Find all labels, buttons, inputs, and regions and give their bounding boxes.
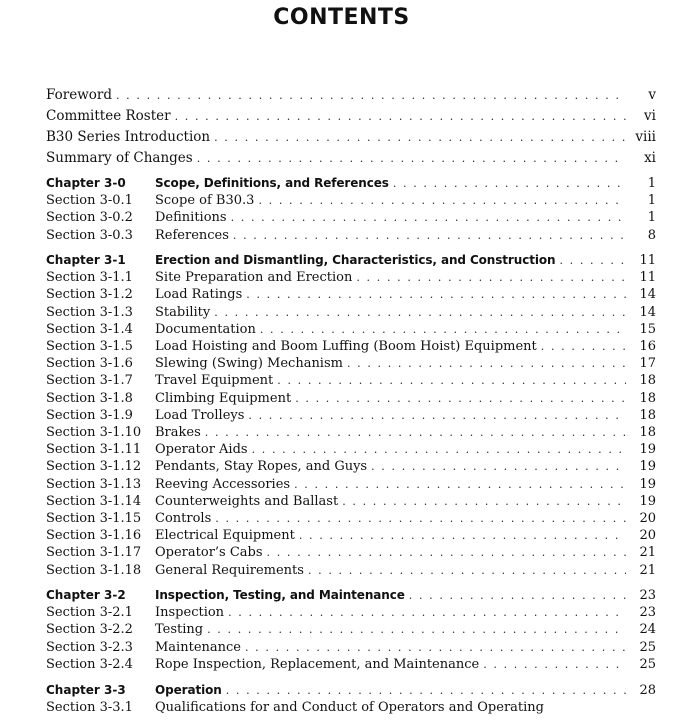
section-entry[interactable] bbox=[46, 621, 656, 638]
entry-title: Operator Aids bbox=[155, 442, 248, 457]
section-entry[interactable] bbox=[46, 699, 656, 716]
entry-title: Slewing (Swing) Mechanism bbox=[155, 356, 343, 371]
section-number: Section 3-2.4 bbox=[46, 657, 133, 672]
dot-leader bbox=[116, 86, 626, 106]
chapter-entry[interactable] bbox=[46, 175, 656, 192]
entry-title: Stability bbox=[155, 305, 211, 320]
section-entry[interactable] bbox=[46, 441, 656, 458]
entry-title: Site Preparation and Erection bbox=[155, 270, 353, 285]
dot-leader bbox=[258, 192, 626, 209]
section-number: Section 3-1.12 bbox=[46, 459, 142, 474]
section-number: Section 3-1.6 bbox=[46, 356, 133, 371]
page-number: 19 bbox=[639, 494, 656, 509]
dot-leader bbox=[207, 621, 626, 638]
entry-title: Foreword bbox=[46, 87, 112, 103]
page-number: 21 bbox=[639, 563, 656, 578]
entry-title: Reeving Accessories bbox=[155, 477, 291, 492]
dot-leader bbox=[393, 175, 626, 192]
page-number: 25 bbox=[639, 657, 656, 672]
section-number: Section 3-1.9 bbox=[46, 408, 133, 423]
front-matter-entry[interactable] bbox=[46, 106, 656, 126]
entry-title: Brakes bbox=[155, 425, 201, 440]
section-entry[interactable] bbox=[46, 656, 656, 673]
dot-leader bbox=[214, 128, 626, 148]
dot-leader bbox=[347, 355, 626, 372]
entry-title: Qualifications for and Conduct of Operators and Operating bbox=[155, 700, 544, 715]
page-number: 28 bbox=[639, 683, 656, 698]
page-number: 1 bbox=[647, 176, 656, 191]
page-number: 25 bbox=[639, 640, 656, 655]
front-matter-entry[interactable] bbox=[46, 148, 656, 168]
dot-leader bbox=[252, 441, 626, 458]
page-number: 14 bbox=[639, 287, 656, 302]
dot-leader bbox=[371, 458, 626, 475]
section-number: Section 3-1.10 bbox=[46, 425, 142, 440]
entry-title: Committee Roster bbox=[46, 108, 171, 124]
chapter-number: Chapter 3-0 bbox=[46, 176, 126, 190]
chapter-entry[interactable] bbox=[46, 252, 656, 269]
entry-title: Definitions bbox=[155, 210, 227, 225]
entry-title: Documentation bbox=[155, 322, 256, 337]
chapter-number: Chapter 3-2 bbox=[46, 588, 126, 602]
section-number: Section 3-1.13 bbox=[46, 477, 142, 492]
dot-leader bbox=[246, 286, 626, 303]
dot-leader bbox=[295, 390, 626, 407]
dot-leader bbox=[233, 227, 626, 244]
entry-title: Summary of Changes bbox=[46, 150, 193, 166]
page-number: 24 bbox=[639, 622, 656, 637]
section-number: Section 3-1.7 bbox=[46, 373, 133, 388]
dot-leader bbox=[541, 338, 626, 355]
dot-leader bbox=[228, 604, 626, 621]
section-entry[interactable] bbox=[46, 355, 656, 372]
entry-title: Counterweights and Ballast bbox=[155, 494, 339, 509]
dot-leader bbox=[197, 149, 626, 169]
entry-title: Load Trolleys bbox=[155, 408, 245, 423]
page-number: 20 bbox=[639, 511, 656, 526]
section-entry[interactable] bbox=[46, 209, 656, 226]
page-number: xi bbox=[644, 150, 656, 166]
section-number: Section 3-1.16 bbox=[46, 528, 142, 543]
section-entry[interactable] bbox=[46, 493, 656, 510]
section-number: Section 3-1.17 bbox=[46, 545, 142, 560]
page-number: 23 bbox=[639, 605, 656, 620]
entry-title: Controls bbox=[155, 511, 212, 526]
dot-leader bbox=[294, 476, 626, 493]
section-number: Section 3-1.18 bbox=[46, 563, 142, 578]
entry-title: Load Ratings bbox=[155, 287, 243, 302]
dot-leader bbox=[231, 209, 626, 226]
page-number: 19 bbox=[639, 442, 656, 457]
entry-title: Travel Equipment bbox=[155, 373, 274, 388]
section-entry[interactable] bbox=[46, 510, 656, 527]
section-number: Section 3-1.5 bbox=[46, 339, 133, 354]
section-number: Section 3-0.1 bbox=[46, 193, 133, 208]
section-entry[interactable] bbox=[46, 527, 656, 544]
section-entry[interactable] bbox=[46, 562, 656, 579]
section-entry[interactable] bbox=[46, 192, 656, 209]
dot-leader bbox=[248, 407, 626, 424]
page-title: CONTENTS bbox=[273, 5, 410, 30]
entry-title: Operator’s Cabs bbox=[155, 545, 263, 560]
page-number: 1 bbox=[647, 193, 656, 208]
section-number: Section 3-2.2 bbox=[46, 622, 133, 637]
page-number: 19 bbox=[639, 459, 656, 474]
dot-leader bbox=[409, 587, 626, 604]
section-number: Section 3-1.4 bbox=[46, 322, 133, 337]
section-entry[interactable] bbox=[46, 476, 656, 493]
section-number: Section 3-2.3 bbox=[46, 640, 133, 655]
section-number: Section 3-3.1 bbox=[46, 700, 133, 715]
dot-leader bbox=[342, 493, 626, 510]
page-number: 17 bbox=[639, 356, 656, 371]
entry-title: General Requirements bbox=[155, 563, 304, 578]
page-number: 16 bbox=[639, 339, 656, 354]
section-entry[interactable] bbox=[46, 304, 656, 321]
entry-title: Operation bbox=[155, 683, 222, 697]
page-number: 18 bbox=[639, 373, 656, 388]
page-number: 18 bbox=[639, 425, 656, 440]
page-number: 19 bbox=[639, 477, 656, 492]
section-number: Section 3-1.14 bbox=[46, 494, 142, 509]
dot-leader bbox=[483, 656, 626, 673]
entry-title: B30 Series Introduction bbox=[46, 129, 211, 145]
section-entry[interactable] bbox=[46, 321, 656, 338]
entry-title: Scope of B30.3 bbox=[155, 193, 255, 208]
chapter-number: Chapter 3-3 bbox=[46, 683, 126, 697]
section-number: Section 3-1.11 bbox=[46, 442, 142, 457]
page-number: 14 bbox=[639, 305, 656, 320]
dot-leader bbox=[559, 252, 626, 269]
page-number: 8 bbox=[647, 228, 656, 243]
entry-title: Erection and Dismantling, Characteristics, and Construction bbox=[155, 253, 556, 267]
section-entry[interactable] bbox=[46, 458, 656, 475]
page-number: 1 bbox=[647, 210, 656, 225]
entry-title: Inspection, Testing, and Maintenance bbox=[155, 588, 405, 602]
chapter-entry[interactable] bbox=[46, 682, 656, 699]
chapter-entry[interactable] bbox=[46, 587, 656, 604]
page-number: 20 bbox=[639, 528, 656, 543]
dot-leader bbox=[205, 424, 626, 441]
entry-title: Load Hoisting and Boom Luffing (Boom Hoist) Equipment bbox=[155, 339, 537, 354]
entry-title: Rope Inspection, Replacement, and Maintenance bbox=[155, 657, 480, 672]
section-number: Section 3-1.3 bbox=[46, 305, 133, 320]
page-number: 18 bbox=[639, 408, 656, 423]
entry-title: Scope, Definitions, and References bbox=[155, 176, 389, 190]
section-number: Section 3-2.1 bbox=[46, 605, 133, 620]
page-number: vi bbox=[644, 108, 656, 124]
dot-leader bbox=[226, 682, 626, 699]
entry-title: Testing bbox=[155, 622, 204, 637]
dot-leader bbox=[215, 510, 626, 527]
front-matter-entry[interactable] bbox=[46, 85, 656, 105]
section-number: Section 3-1.15 bbox=[46, 511, 142, 526]
section-entry[interactable] bbox=[46, 604, 656, 621]
section-number: Section 3-0.3 bbox=[46, 228, 133, 243]
section-entry[interactable] bbox=[46, 639, 656, 656]
section-entry[interactable] bbox=[46, 390, 656, 407]
page-number: 11 bbox=[639, 253, 656, 268]
section-number: Section 3-1.1 bbox=[46, 270, 133, 285]
dot-leader bbox=[214, 304, 626, 321]
section-entry[interactable] bbox=[46, 269, 656, 286]
entry-title: Climbing Equipment bbox=[155, 391, 292, 406]
page-number: 15 bbox=[639, 322, 656, 337]
section-entry[interactable] bbox=[46, 424, 656, 441]
page-number: 23 bbox=[639, 588, 656, 603]
entry-title: Electrical Equipment bbox=[155, 528, 295, 543]
page-number: viii bbox=[635, 129, 656, 145]
section-entry[interactable] bbox=[46, 286, 656, 303]
page-number: 18 bbox=[639, 391, 656, 406]
dot-leader bbox=[277, 372, 626, 389]
dot-leader bbox=[308, 562, 626, 579]
entry-title: Maintenance bbox=[155, 640, 241, 655]
page-number: v bbox=[648, 87, 656, 103]
section-number: Section 3-0.2 bbox=[46, 210, 133, 225]
section-entry[interactable] bbox=[46, 407, 656, 424]
section-entry[interactable] bbox=[46, 544, 656, 561]
front-matter-entry[interactable] bbox=[46, 127, 656, 147]
dot-leader bbox=[299, 527, 626, 544]
entry-title: Pendants, Stay Ropes, and Guys bbox=[155, 459, 368, 474]
section-entry[interactable] bbox=[46, 372, 656, 389]
section-number: Section 3-1.2 bbox=[46, 287, 133, 302]
section-number: Section 3-1.8 bbox=[46, 391, 133, 406]
dot-leader bbox=[175, 107, 626, 127]
entry-title: Inspection bbox=[155, 605, 225, 620]
dot-leader bbox=[356, 269, 626, 286]
section-entry[interactable] bbox=[46, 227, 656, 244]
dot-leader bbox=[245, 639, 626, 656]
entry-title: References bbox=[155, 228, 229, 243]
dot-leader bbox=[260, 321, 626, 338]
page-number: 21 bbox=[639, 545, 656, 560]
section-entry[interactable] bbox=[46, 338, 656, 355]
dot-leader bbox=[267, 544, 626, 561]
chapter-number: Chapter 3-1 bbox=[46, 253, 126, 267]
page-number: 11 bbox=[639, 270, 656, 285]
